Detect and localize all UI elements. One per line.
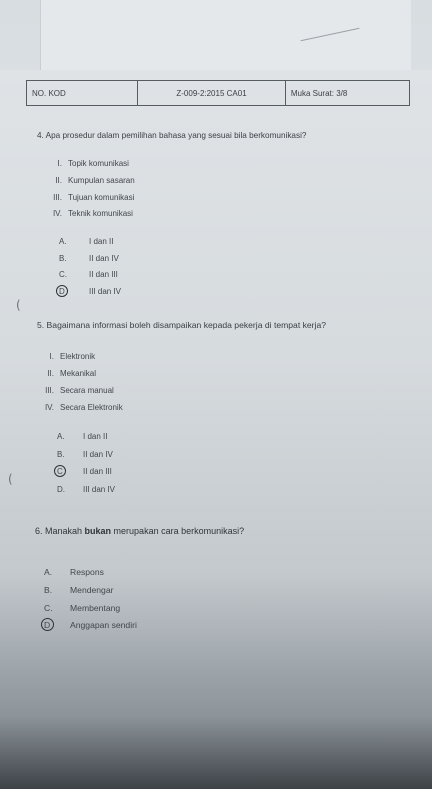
- q6-option-b[interactable]: B. Mendengar: [44, 585, 114, 595]
- q4-option-c[interactable]: C. II dan III: [59, 270, 118, 279]
- q6-option-d[interactable]: D Anggapan sendiri: [44, 620, 137, 630]
- q6-option-c[interactable]: C. Membentang: [44, 603, 121, 613]
- q5-item-1: I. Elektronik: [49, 352, 96, 361]
- answer-circle-q4: [56, 285, 68, 297]
- q5-item-3: III. Secara manual: [45, 386, 114, 395]
- page-number-cell: Muka Surat: 3/8: [285, 81, 409, 106]
- question-4: 4. Apa prosedur dalam pemilihan bahasa yang sesuai bila berkomunikasi?: [37, 131, 307, 140]
- q4-item-1: I. Topik komunikasi: [57, 159, 129, 168]
- q6-option-a[interactable]: A. Respons: [44, 567, 104, 577]
- q5-option-b[interactable]: B. II dan IV: [57, 450, 113, 459]
- q5-item-4: IV. Secara Elektronik: [44, 403, 123, 412]
- q5-option-c[interactable]: C II dan III: [57, 467, 112, 476]
- answer-circle-q5: [54, 465, 66, 477]
- margin-mark: (: [8, 472, 13, 486]
- code-cell: Z-009-2:2015 CA01: [138, 81, 286, 106]
- q5-option-a[interactable]: A. I dan II: [57, 432, 108, 441]
- margin-mark: (: [16, 298, 21, 312]
- emphasis-word: bukan: [84, 526, 112, 536]
- q4-item-4: IV. Teknik komunikasi: [52, 209, 133, 218]
- q4-option-d[interactable]: D III dan IV: [59, 287, 122, 296]
- no-kod-cell: NO. KOD: [27, 81, 138, 106]
- answer-circle-q6: [41, 618, 54, 631]
- paper-behind: [40, 0, 411, 78]
- q4-option-b[interactable]: B. II dan IV: [59, 254, 119, 263]
- header-table: [26, 80, 410, 106]
- q4-item-3: III. Tujuan komunikasi: [53, 193, 135, 202]
- question-5: 5. Bagaimana informasi boleh disampaikan kepada pekerja di tempat kerja?: [37, 320, 327, 330]
- q4-item-2: II. Kumpulan sasaran: [55, 176, 135, 185]
- question-6: 6. Manakah bukan merupakan cara berkomunikasi?: [35, 526, 245, 536]
- q4-option-a[interactable]: A. I dan II: [59, 237, 114, 246]
- q5-item-2: II. Mekanikal: [47, 369, 97, 378]
- q5-option-d[interactable]: D. III dan IV: [57, 485, 116, 494]
